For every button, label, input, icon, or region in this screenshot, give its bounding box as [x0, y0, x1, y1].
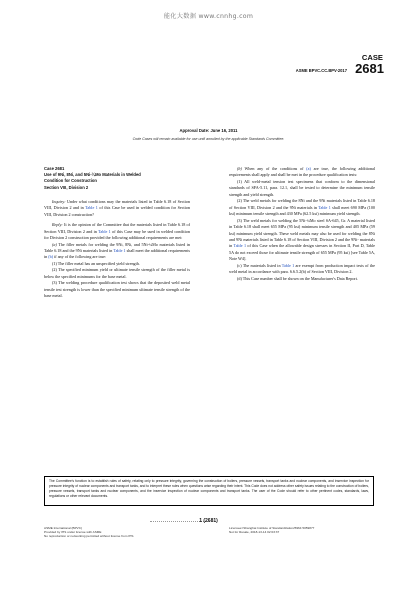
item-b3-paragraph: (3) The weld metals for welding the 5Ni-¼Mo steel SA-645, Gr. A material listed in Table 6.18 shall meet 655 MPa (95 ksi) minimum tensile strength and 405 MPa (59 ksi) minimum yield strength. These weld metals may also be used for welding the 8Ni and 9Ni materials listed in Table 6.18 of Section VIII, Division 2 and the 9Ni- materials in Table 1 of this Case when the allowable design stresses in Section II, Part D, Table 5A do not exceed those for ultimate tensile strength of 655 MPa (95 ksi) [see Table 5A, Note W4]. [229, 217, 375, 262]
table-1-link[interactable]: Table 1 [98, 228, 111, 234]
page-number: 1 (2681) [199, 518, 218, 524]
item-a2-paragraph: (2) The specified minimum yield or ultimate tensile strength of the filler metal is below the specified minimums for the base metal. [44, 267, 190, 279]
item-a-link[interactable]: (a) [306, 166, 311, 171]
availability-note: Code Cases will remain available for use until annulled by the applicable Standards Committee. [132, 137, 285, 141]
item-b2-paragraph: (2) The weld metals for welding the 8Ni and the 9Ni materials listed in Table 6.18 of Section VIII, Division 2 and the 9Ni materials in Table 1 shall meet 690 MPa (100 ksi) minimum tensile strength and 430 MPa (62.5 ksi) minimum yield strength. [229, 198, 375, 217]
case-id: Case 2681 [44, 166, 65, 171]
right-column [229, 166, 375, 282]
reply-paragraph: Reply: It is the opinion of the Committee that the materials listed in Table 6.18 of Section VIII, Division 2 and in Table 1 of this Case may be used in welded condition for Division 2 construction provided the following additional requirements are met: [44, 222, 190, 241]
watermark-text: 能化大数据 www.cnnhg.com [163, 13, 254, 20]
table-1-link[interactable]: Table 1 [318, 204, 331, 210]
left-column [44, 166, 190, 300]
case-title-line-2: Condition for Construction [44, 178, 97, 184]
table-1-link[interactable]: Table 1 [281, 262, 295, 268]
asme-reference: ASME BPVC.CC.BPV-2017 [295, 68, 347, 73]
case-title-line-1: Use of 9Ni, 8Ni, and 5Ni-¼Mo Materials in Welded [44, 172, 141, 178]
table-1-link[interactable]: Table 1 [85, 205, 98, 211]
item-b-paragraph: (b) When any of the conditions of (a) are true, the following additional requirements shall apply and shall be met in the procedure qualification tests: [229, 166, 376, 178]
license-info-left: ASME International (BPVC) Provided by IHS under license with ASME No reproduction or networking permitted without license from IHS [44, 526, 134, 539]
item-c-paragraph: (c) The materials listed in Table 1 are exempt from production impact tests of the weld metal in accordance with para. 6.6.5.2(b) of Section VIII, Division 2. [229, 262, 375, 275]
item-b-link[interactable]: (b) [48, 254, 54, 260]
item-b1-paragraph: (1) All weld-metal tension test specimens that conform to the dimensional standards of SFA-5.11, para. 12.1, shall be tested to determine the minimum tensile strength and yield strength. [229, 178, 375, 197]
approval-date: Approval Date: June 16, 2011 [179, 128, 238, 133]
committee-disclaimer-box: The Committee's function is to establish rules of safety, relating only to pressure integrity, governing the construction of boilers, pressure vessels, transport tanks and nuclear components, and inservice inspection for pressure integrity of nuclear components and transport tanks, and to interpret these rules when questions arise regarding their intent. This Code does not address other safety issues relating to the construction of boilers, pressure vessels, transport tanks and nuclear components, and the inservice inspection of nuclear components and transport tanks. The user of the Code should refer to other pertinent codes, standards, laws, regulations or other relevant documents. [44, 476, 374, 506]
inquiry-paragraph: Inquiry: Under what conditions may the materials listed in Table 6.18 of Section VIII, Division 2 and in Table 1 of this Case be used in welded condition for Section VIII, Division 2 construction? [44, 198, 190, 217]
case-title-block [44, 166, 190, 191]
item-d-paragraph: (d) This Case number shall be shown on the Manufacturer's Data Report. [237, 275, 358, 281]
reply-label: Reply: [52, 222, 63, 228]
case-title-line-3: Section VIII, Division 2 [44, 184, 89, 190]
case-label: CASE [361, 53, 383, 62]
table-1-link[interactable]: Table 1 [233, 243, 247, 249]
case-number: 2681 [355, 61, 384, 76]
inquiry-label: Inquiry: [52, 198, 66, 204]
table-1-link[interactable]: Table 1 [113, 247, 126, 253]
item-a3-paragraph: (3) The welding procedure qualification test shows that the deposited weld metal tensile test strength is lower than the specified minimum ultimate tensile strength of the base metal. [44, 280, 190, 299]
license-info-right: Licensee=Shanghai Institute of Standardization/5964 5059877 Not for Resale, 2018-13-14 02:03:37 [229, 526, 315, 535]
item-a-paragraph: (a) The filler metals for welding the 9Ni, 8Ni, and 5Ni-¼Mo materials listed in Table 6.18 and the 9Ni materials listed in Table 1 shall meet the additional requirements in (b) if any of the following are true: [44, 241, 190, 260]
item-a1-paragraph: (1) The filler metal has an unspecified yield strength. [52, 260, 140, 266]
